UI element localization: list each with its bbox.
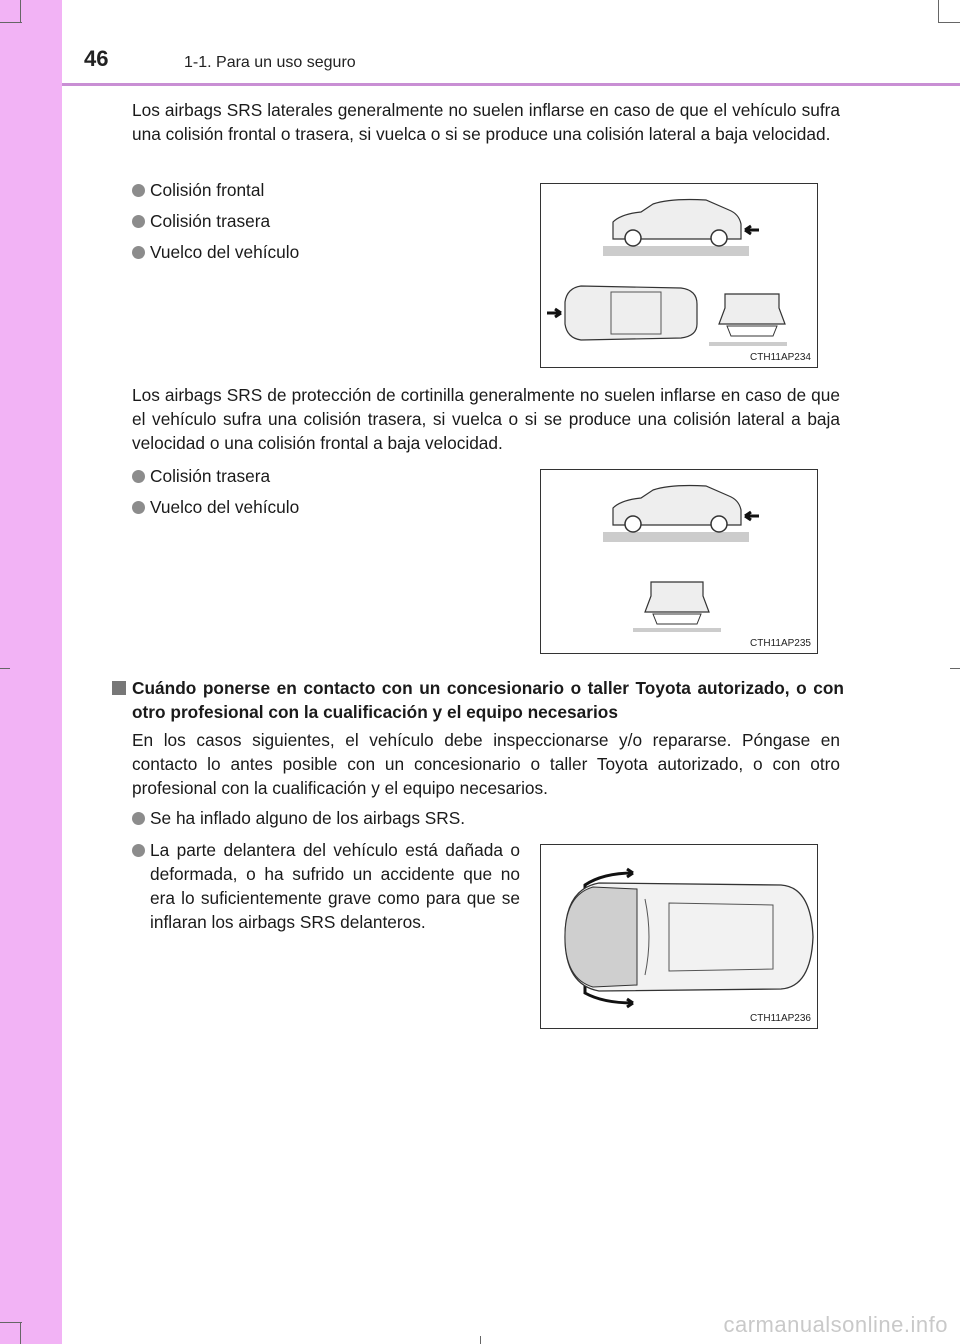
side-airbags-intro: Los airbags SRS laterales generalmente no suelen inflarse en caso de que el vehículo sufra una colisión frontal o trasera, si vuelca o si se produce una colisión lateral a baja velocidad. <box>132 100 840 144</box>
figure-front-damage <box>540 844 818 1029</box>
figure-curtain-airbag-collisions <box>540 469 818 654</box>
crop-mark <box>0 22 22 23</box>
crop-mark <box>938 0 939 22</box>
crop-mark <box>0 1322 22 1323</box>
watermark: carmanualsonline.info <box>723 1312 948 1337</box>
contact-body: En los casos siguientes, el vehículo debe inspeccionarse y/o repararse. Póngase en contacto lo antes posible con un concesionario o taller Toyota autorizado, o con otro profesional con la cualificación y el equipo necesarios. <box>132 730 840 798</box>
crop-mark <box>0 668 10 669</box>
side-color-band <box>0 0 62 1344</box>
car-top-view-illustration <box>541 845 817 1028</box>
figure-code: CTH11AP236 <box>750 1013 811 1024</box>
bullet-icon <box>132 184 145 197</box>
car-collision-illustration <box>541 470 817 653</box>
list-item: Vuelco del vehículo <box>132 495 299 519</box>
list-item: Colisión frontal <box>132 178 264 202</box>
square-bullet-icon <box>112 681 126 695</box>
list-item: La parte delantera del vehículo está dañada o deformada, o ha sufrido un accidente que no era lo suficientemente grave como para que se inflaran los airbags SRS delanteros. <box>132 838 520 934</box>
bullet-icon <box>132 215 145 228</box>
crop-mark <box>950 668 960 669</box>
bullet-icon <box>132 470 145 483</box>
page-number: 46 <box>84 46 109 71</box>
crop-mark <box>480 1336 481 1344</box>
section-heading: Cuándo ponerse en contacto con un concesionario o taller Toyota autorizado, o con otro profesional con la cualificación y el equipo necesarios <box>112 676 844 724</box>
bullet-icon <box>132 501 145 514</box>
crop-mark <box>938 22 960 23</box>
section-title: 1-1. Para un uso seguro <box>184 54 356 71</box>
bullet-icon <box>132 844 145 857</box>
bullet-icon <box>132 246 145 259</box>
bullet-icon <box>132 812 145 825</box>
figure-code: CTH11AP235 <box>750 638 811 649</box>
figure-side-airbag-collisions <box>540 183 818 368</box>
list-item: Colisión trasera <box>132 209 270 233</box>
list-item: Vuelco del vehículo <box>132 240 299 264</box>
crop-mark <box>20 1322 21 1344</box>
curtain-airbags-intro: Los airbags SRS de protección de cortinilla generalmente no suelen inflarse en caso de que el vehículo sufra una colisión trasera, si vuelca o si se produce una colisión lateral a baja velocidad o una colisión frontal a baja velocidad. <box>132 385 840 453</box>
figure-code: CTH11AP234 <box>750 352 811 363</box>
list-item: Se ha inflado alguno de los airbags SRS. <box>132 806 465 830</box>
crop-mark <box>20 0 21 22</box>
header-divider <box>62 83 960 86</box>
list-item: Colisión trasera <box>132 464 270 488</box>
car-collision-illustration <box>541 184 817 367</box>
